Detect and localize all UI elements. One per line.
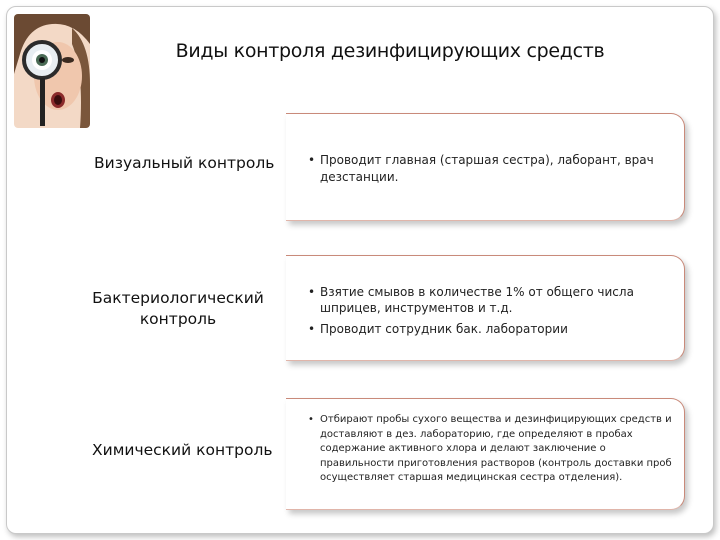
bullet-text: Взятие смывов в количестве 1% от общего числа шприцев, инструментов и т.д. <box>320 285 634 315</box>
list-item <box>308 321 673 337</box>
bullet: • <box>308 414 314 425</box>
list-item <box>308 284 673 316</box>
list-item <box>308 413 678 486</box>
page-title: Виды контроля дезинфицирующих средств <box>175 40 605 62</box>
card-bacteriological <box>286 255 685 361</box>
bullet-text: Отбирают пробы сухого вещества и дезинфицирующих средств и доставляют в дез. лабораторию, где определяют в пробах содержание активного хлора и делают заключение о правильности приготовления растворов (контроль доставки проб осуществляет старшая медицинская сестра отделения). <box>320 414 672 483</box>
bullet: • <box>308 322 316 336</box>
bullet-text: Проводит главная (старшая сестра), лаборант, врач дезстанции. <box>320 153 654 184</box>
card-visual <box>286 113 685 221</box>
card-chemical <box>286 398 685 510</box>
list-item <box>308 152 668 186</box>
row-label-visual: Визуальный контроль <box>94 154 275 172</box>
bullet-text: Проводит сотрудник бак. лаборатории <box>320 322 568 336</box>
row-label-chemical: Химический контроль <box>92 441 273 459</box>
bullet: • <box>308 285 316 299</box>
woman-with-magnifier-photo <box>14 14 90 128</box>
row-label-bacteriological: Бактериологический контроль <box>92 289 264 328</box>
bullet: • <box>308 153 316 167</box>
